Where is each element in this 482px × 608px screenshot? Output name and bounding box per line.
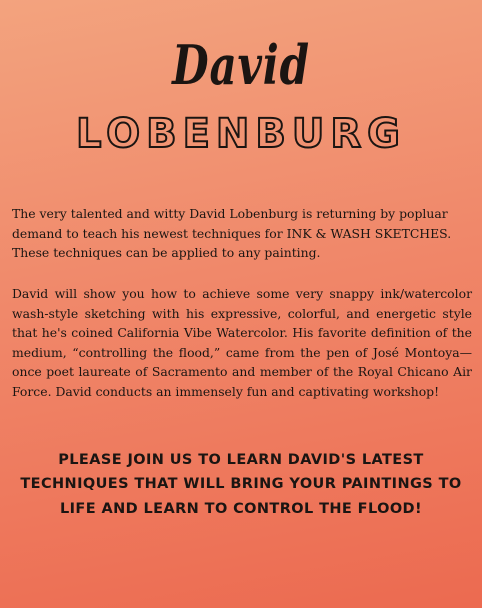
title-last-name: LOBENBURG xyxy=(76,111,406,157)
call-to-action: PLEASE JOIN US TO LEARN DAVID'S LATEST TECHNIQUES THAT WILL BRING YOUR PAINTINGS TO LIFE AND LEARN TO CONTROL THE FLOOD! xyxy=(20,452,462,517)
intro-paragraph: The very talented and witty David Lobenburg is returning by popluar demand to teach his newest techniques for INK & WASH SKETCHES. These techniques can be applied to any painting. xyxy=(12,206,452,261)
title-first-name: David xyxy=(172,33,310,97)
description-paragraph: David will show you how to achieve some very snappy ink/watercolor wash-style sketching with his expressive, colorful, and energetic style that he's coined California Vibe Watercolor. His favorite definition of the medium, “controlling the flood,” came from the pen of José Montoya—once poet laureate of Sacramento and member of the Royal Chicano Air Force. David conducts an immensely fun and captivating workshop! xyxy=(12,286,472,399)
